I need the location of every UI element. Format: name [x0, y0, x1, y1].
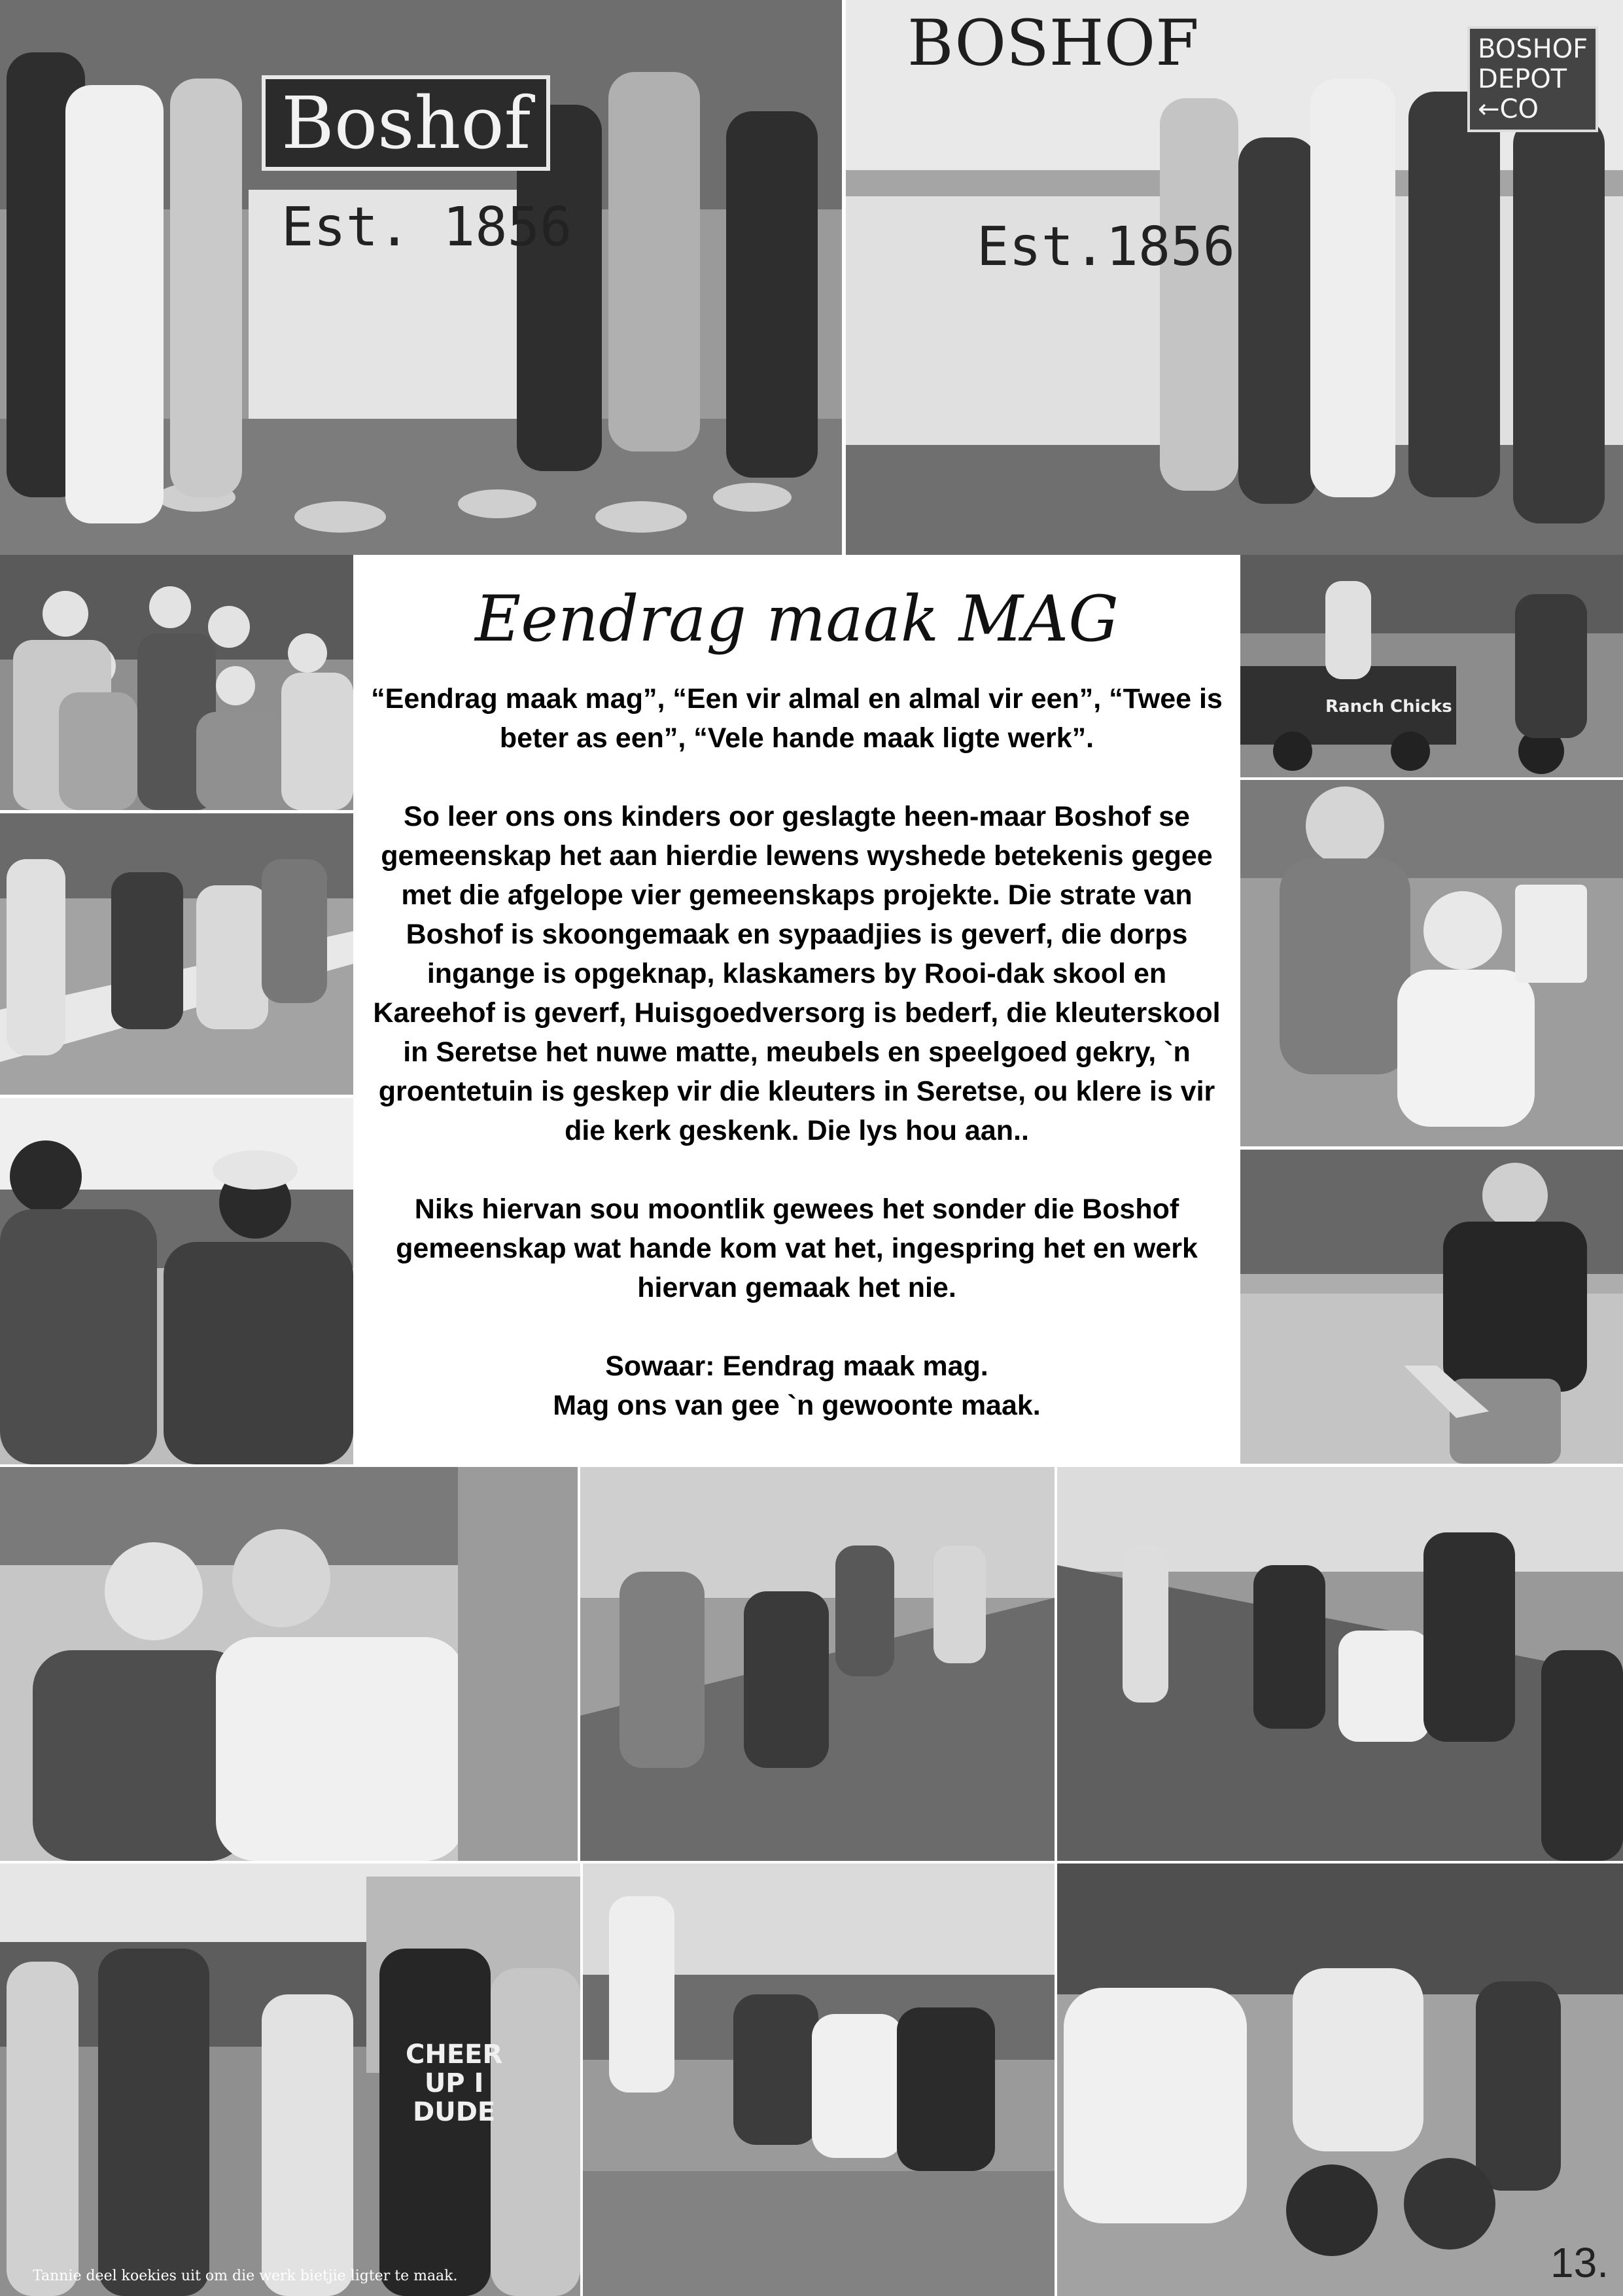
photo-boshof-sign-group-left	[0, 0, 842, 555]
article-paragraph: “Eendrag maak mag”, “Een vir almal en almal vir een”, “Twee is beter as een”, “Vele hande maak ligte werk”.	[371, 683, 1223, 754]
established-sign: Est.1856	[977, 216, 1235, 278]
photo-street-cleanup	[1057, 1467, 1623, 1861]
page-number: 13.	[1550, 2239, 1609, 2286]
photo-caption: Tannie deel koekies uit om die werk bietjie ligter te maak.	[33, 2268, 458, 2284]
cheer-up-dude-shirt: CHEER UP I DUDE	[406, 2040, 503, 2127]
article-body	[371, 679, 1223, 1425]
photo-kerb-painting	[0, 813, 353, 1095]
photo-delivery-truck	[1240, 555, 1623, 777]
established-sign: Est. 1856	[281, 196, 572, 258]
photo-couple-portrait	[0, 1467, 578, 1861]
article-title: Eendrag maak MAG	[475, 582, 1119, 656]
photo-boshof-sign-group-right	[846, 0, 1623, 555]
article-text-box	[358, 555, 1236, 1463]
photo-cookies-group	[0, 1863, 580, 2296]
photo-kids-sidewalk	[1057, 1863, 1623, 2296]
boshof-sign: BOSHOF	[907, 7, 1199, 80]
photo-two-workers	[0, 1098, 353, 1464]
article-paragraph: So leer ons ons kinders oor geslagte heen-maar Boshof se gemeenskap het aan hierdie lewens wyshede betekenis gegee met die afgelope vier gemeenskaps projekte. Die strate van Boshof is skoongemaak en sypaadjies is geverf, die dorps ingange is opgeknap, klaskamers by Rooi-dak skool en Kareehof is geverf, Huisgoedversorg is bederf, die kleuterskool in Seretse het nuwe matte, meubels en speelgoed gekry, `n groentetuin is geskep vir die kleuters in Seretse, ou klere is vir die kerk geskenk. Die lys hou aan..	[373, 801, 1221, 1146]
article-paragraph: Sowaar: Eendrag maak mag. Mag ons van gee `n gewoonte maak.	[553, 1351, 1041, 1421]
photo-ladies-group	[0, 555, 353, 810]
photo-drain-cleaning	[583, 1863, 1055, 2296]
article-paragraph: Niks hiervan sou moontlik gewees het sonder die Boshof gemeenskap wat hande kom vat het, ingespring het en werk hiervan gemaak het nie.	[396, 1193, 1198, 1303]
photo-man-with-shovel	[1240, 1150, 1623, 1464]
boshof-sign: Boshof	[262, 75, 550, 171]
truck-label: Ranch Chicks	[1325, 697, 1452, 716]
photo-verge-digging	[580, 1467, 1055, 1861]
depot-sign: BOSHOF DEPOT ←CO	[1467, 26, 1598, 132]
photo-children-painting	[1240, 780, 1623, 1146]
